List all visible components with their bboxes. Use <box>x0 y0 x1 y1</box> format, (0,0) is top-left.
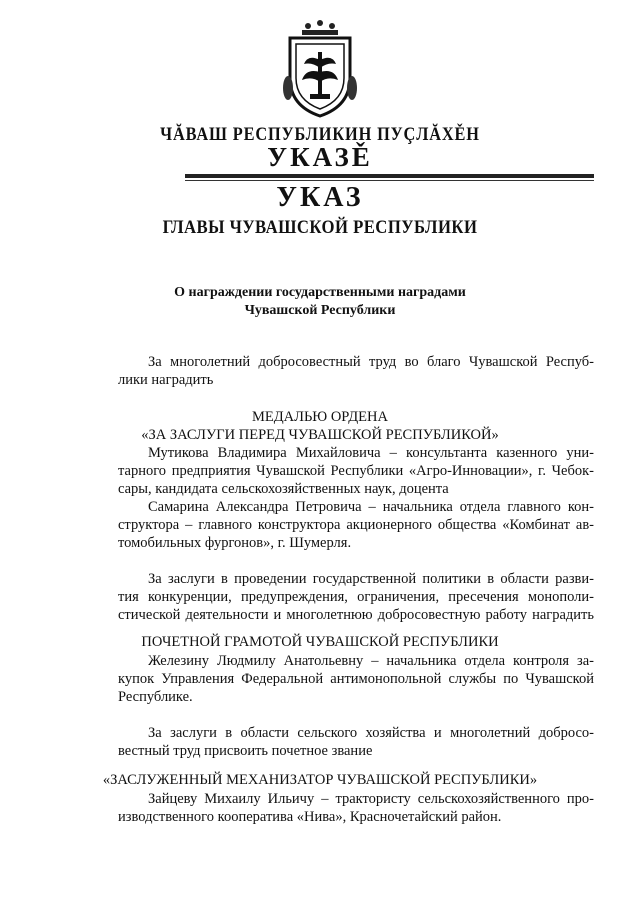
recipient-line: Мутикова Владимира Михайловича – консультанта казенного уни- <box>148 445 594 461</box>
award-title: МЕДАЛЬЮ ОРДЕНА <box>252 409 388 425</box>
recipient-line: тарного предприятия Чувашской Республики «Агро-Инновации», г. Чебок- <box>118 463 594 479</box>
recipient-line: изводственного кооператива «Нива», Красночетайский район. <box>118 809 502 825</box>
paragraph-line: За заслуги в области сельского хозяйства и многолетний добросо- <box>148 725 594 741</box>
recipient-line: Железину Людмилу Анатольевну – начальника отдела контроля за- <box>148 653 594 669</box>
award-title: ПОЧЕТНОЙ ГРАМОТОЙ ЧУВАШСКОЙ РЕСПУБЛИКИ <box>141 634 499 650</box>
recipient-line: купок Управления Федеральной антимонопольной службы по Чувашской <box>118 671 594 687</box>
header-russian-line2: ГЛАВЫ ЧУВАШСКОЙ РЕСПУБЛИКИ <box>162 217 478 238</box>
header-divider <box>185 174 594 178</box>
header-russian-line1: УКАЗ <box>276 182 364 213</box>
header-chuvash-line1: ЧĂВАШ РЕСПУБЛИКИН ПУÇЛĂХĚН <box>160 124 480 145</box>
recipient-line: Зайцеву Михаилу Ильичу – трактористу сельскохозяйственного про- <box>148 791 594 807</box>
paragraph-line: вестный труд присвоить почетное звание <box>118 743 373 759</box>
document-title-line2: Чувашской Республики <box>244 303 396 318</box>
recipient-line: структора – главного конструктора акционерного общества «Комбинат ав- <box>118 517 594 533</box>
header-divider-thin <box>185 180 594 181</box>
recipient-line: Самарина Александра Петровича – начальника отдела главного кон- <box>148 499 594 515</box>
award-title: «ЗАСЛУЖЕННЫЙ МЕХАНИЗАТОР ЧУВАШСКОЙ РЕСПУБЛИКИ» <box>102 772 538 788</box>
paragraph-line: За заслуги в проведении государственной политики в области разви- <box>148 571 594 587</box>
paragraph-line: тия конкуренции, предупреждения, ограничения, пресечения монополи- <box>118 589 594 605</box>
emblem-icon <box>280 18 360 120</box>
paragraph-line: лики наградить <box>118 372 214 388</box>
paragraph-line: За многолетний добросовестный труд во благо Чувашской Респуб- <box>148 354 594 370</box>
award-title: «ЗА ЗАСЛУГИ ПЕРЕД ЧУВАШСКОЙ РЕСПУБЛИКОЙ» <box>141 427 499 443</box>
paragraph-line: стической деятельности и многолетнюю добросовестную работу наградить <box>118 607 594 623</box>
header-chuvash-line2: УКАЗĚ <box>267 142 373 172</box>
recipient-line: сары, кандидата сельскохозяйственных наук, доцента <box>118 481 449 497</box>
recipient-line: Республике. <box>118 689 193 705</box>
document-title-line1: О награждении государственными наградами <box>174 285 466 300</box>
recipient-line: томобильных фургонов», г. Шумерля. <box>118 535 352 551</box>
